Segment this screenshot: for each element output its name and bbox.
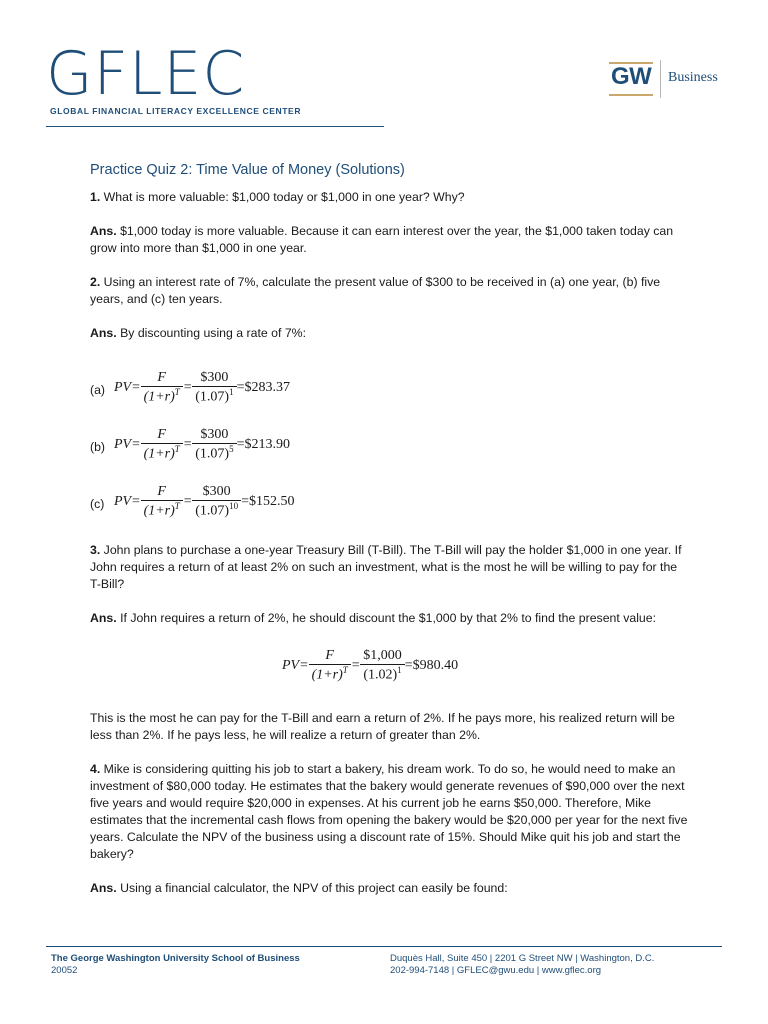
question-2-number: 2. xyxy=(90,275,101,289)
answer-2 xyxy=(90,325,690,342)
denominator-base: (1.07) xyxy=(195,446,230,462)
header-divider xyxy=(46,126,384,127)
gw-logo: GW xyxy=(611,63,652,90)
question-4 xyxy=(90,761,690,863)
denominator-base: (1.02) xyxy=(363,667,398,683)
exponent-t: T xyxy=(174,444,180,454)
equation-result: =$152.50 xyxy=(241,493,295,509)
question-2 xyxy=(90,274,690,308)
answer-1 xyxy=(90,223,690,257)
question-1-number: 1. xyxy=(90,190,101,204)
exponent-t: T xyxy=(174,501,180,511)
answer-3 xyxy=(90,610,690,627)
equation-label: (b) xyxy=(90,440,106,454)
answer-3-explanation: This is the most he can pay for the T-Bill and earn a return of 2%. If he pays more, his realized return will be less than 2%. If he pays less, he will realize a return of greater than 2%. xyxy=(90,711,675,742)
pv-symbol: PV= xyxy=(282,657,309,673)
denominator-rate: (1+r) xyxy=(143,389,175,405)
question-3 xyxy=(90,542,690,593)
exponent-value: 1 xyxy=(229,387,234,397)
numerator-f: F xyxy=(141,370,183,387)
answer-4-text: Using a financial calculator, the NPV of this project can easily be found: xyxy=(116,881,508,895)
pv-symbol: PV= xyxy=(114,379,141,395)
footer-zip: 20052 xyxy=(51,965,78,976)
equation-label: (c) xyxy=(90,497,105,511)
denominator-rate: (1+r) xyxy=(143,503,175,519)
exponent-value: 1 xyxy=(397,665,402,675)
equals-sign: = xyxy=(182,436,193,452)
gw-logo-bar-bottom xyxy=(609,94,653,96)
equation-tbill xyxy=(282,648,458,684)
answer-3-text: If John requires a return of 2%, he should discount the $1,000 by that 2% to find the present value: xyxy=(116,611,657,625)
answer-3-label: Ans. xyxy=(90,611,117,625)
answer-4-label: Ans. xyxy=(90,881,117,895)
question-3-number: 3. xyxy=(90,543,101,557)
gflec-logo: GFLEC xyxy=(46,39,246,109)
equals-sign: = xyxy=(350,657,361,673)
equation-result: =$980.40 xyxy=(404,657,459,673)
pv-symbol: PV= xyxy=(114,436,141,452)
answer-1-text: $1,000 today is more valuable. Because it can earn interest over the year, the $1,000 taken today can grow into more than $1,000 in one year. xyxy=(90,224,674,255)
answer-1-label: Ans. xyxy=(90,224,117,238)
footer-contact xyxy=(390,953,654,977)
numerator-amount: $300 xyxy=(192,370,236,387)
denominator-rate: (1+r) xyxy=(143,446,175,462)
document-body xyxy=(90,162,690,359)
exponent-value: 5 xyxy=(229,444,234,454)
gw-business-label: Business xyxy=(668,70,718,85)
question-1-text: What is more valuable: $1,000 today or $1,000 in one year? Why? xyxy=(100,190,465,204)
numerator-amount: $1,000 xyxy=(360,648,405,665)
question-3-text: John plans to purchase a one-year Treasury Bill (T-Bill). The T-Bill will pay the holder $1,000 in one year. If John requires a return of at least 2% on such an investment, what is the most he will be willing to pay for the T-Bill? xyxy=(90,543,682,591)
answer-4 xyxy=(90,880,690,897)
numerator-amount: $300 xyxy=(192,427,236,444)
denominator-base: (1.07) xyxy=(195,389,230,405)
denominator-base: (1.07) xyxy=(195,503,230,519)
question-3-followup xyxy=(90,710,690,914)
answer-2-text: By discounting using a rate of 7%: xyxy=(116,326,307,340)
numerator-f: F xyxy=(141,484,183,501)
numerator-f: F xyxy=(141,427,183,444)
equation-label: (a) xyxy=(90,383,106,397)
equals-sign: = xyxy=(182,493,193,509)
answer-2-label: Ans. xyxy=(90,326,117,340)
equation-result: =$283.37 xyxy=(236,379,290,395)
exponent-t: T xyxy=(174,387,180,397)
numerator-amount: $300 xyxy=(192,484,241,501)
pv-symbol: PV= xyxy=(114,493,141,509)
numerator-f: F xyxy=(309,648,351,665)
question-2-text: Using an interest rate of 7%, calculate the present value of $300 to be received in (a) one year, (b) five years, and (c) ten years. xyxy=(90,275,661,306)
denominator-rate: (1+r) xyxy=(311,667,343,683)
equation-result: =$213.90 xyxy=(236,436,290,452)
footer-phone-email: 202-994-7148 | GFLEC@gwu.edu | www.gflec.org xyxy=(390,965,602,976)
question-4-text: Mike is considering quitting his job to start a bakery, his dream work. To do so, he would need to make an investment of $80,000 today. He estimates that the bakery would generate revenues of $90,000 over the next five years and would require $20,000 in expenses. At his current job he earns $50,000. Therefore, Mike estimates that the incremental cash flows from opening the bakery would be $20,000 per year for the next five years. Calculate the NPV of the business using a discount rate of 15%. Should Mike quit his job and start the bakery? xyxy=(90,762,688,861)
footer-divider xyxy=(46,946,722,947)
page-title: Practice Quiz 2: Time Value of Money (Solutions) xyxy=(90,162,405,178)
question-4-number: 4. xyxy=(90,762,101,776)
gw-logo-divider xyxy=(660,60,661,98)
footer-school-name: The George Washington University School of Business xyxy=(51,953,300,964)
footer-school xyxy=(51,953,300,977)
exponent-value: 10 xyxy=(229,501,239,511)
exponent-t: T xyxy=(342,665,348,675)
question-3-block xyxy=(90,542,690,644)
equals-sign: = xyxy=(182,379,193,395)
gflec-logo-subtitle: GLOBAL FINANCIAL LITERACY EXCELLENCE CENTER xyxy=(50,106,302,116)
footer-address: Duquès Hall, Suite 450 | 2201 G Street NW | Washington, D.C. xyxy=(390,953,655,964)
question-1 xyxy=(90,189,690,206)
